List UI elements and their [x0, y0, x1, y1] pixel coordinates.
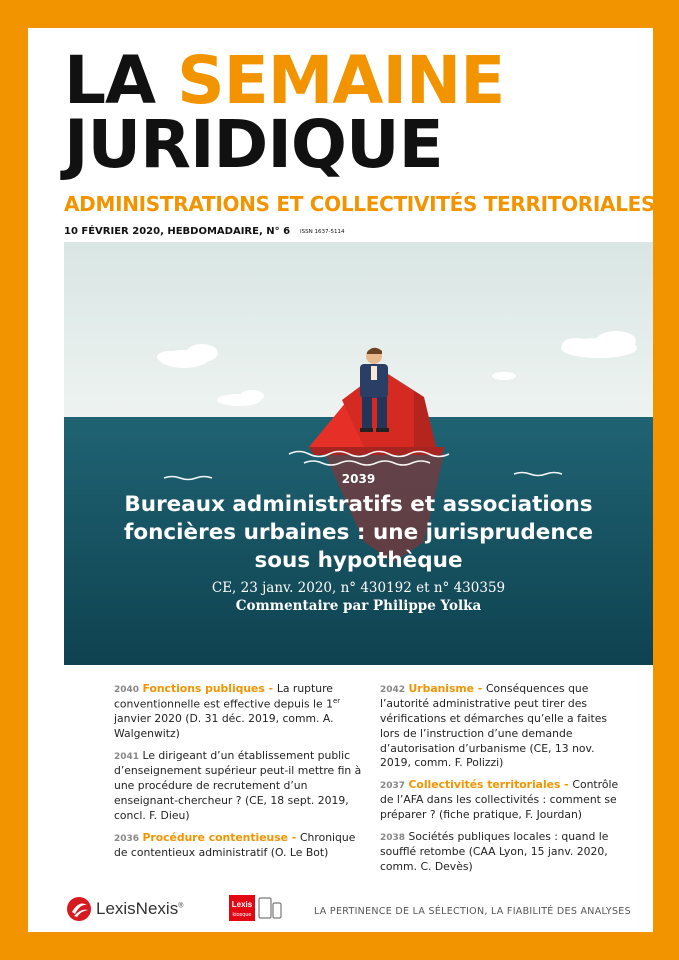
- summary-item[interactable]: [114, 682, 372, 742]
- feature-byline: Commentaire par Philippe Yolka: [235, 598, 482, 615]
- feature-article: [64, 472, 653, 615]
- masthead: [64, 42, 505, 183]
- feature-title[interactable]: [64, 491, 653, 575]
- masthead-juridique: JURIDIQUE: [64, 106, 443, 183]
- item-separator: -: [288, 830, 300, 844]
- feature-number: 2039: [341, 472, 376, 486]
- summary-item[interactable]: [114, 749, 372, 823]
- summary-item[interactable]: [114, 831, 372, 861]
- item-number: 2041: [114, 752, 140, 763]
- item-sup: er: [333, 696, 341, 705]
- item-text: Contrôle de l’AFA dans les collectivités : comment se préparer ? (fiche pratique, F. Jourdan): [380, 778, 619, 822]
- item-separator: -: [474, 682, 486, 695]
- tagline: LA PERTINENCE DE LA SÉLECTION, LA FIABILITÉ DES ANALYSES: [314, 906, 631, 917]
- item-rubric: Procédure contentieuse: [142, 830, 288, 844]
- feature-title-line: Bureaux administratifs et associations: [124, 492, 593, 517]
- summary-left-column: [114, 682, 372, 867]
- item-rubric: Fonctions publiques: [142, 682, 265, 695]
- lexisnexis-emblem-icon: [66, 896, 92, 922]
- masthead-la: LA: [64, 42, 156, 119]
- publisher-name: LexisNexis®: [96, 899, 184, 918]
- feature-illustration[interactable]: [64, 242, 653, 665]
- kiosque-device-icon: [229, 895, 283, 921]
- lexis-kiosque-badge[interactable]: [229, 895, 283, 925]
- item-rubric: Urbanisme: [408, 682, 474, 695]
- item-text: La rupture conventionnelle est effective depuis le 1: [114, 682, 333, 711]
- feature-reference: CE, 23 janv. 2020, n° 430192 et n° 430359: [211, 579, 506, 596]
- item-number: 2038: [380, 833, 406, 844]
- item-text: Sociétés publiques locales : quand le soufflé retombe (CAA Lyon, 15 janv. 2020, comm. C. Devès): [380, 830, 609, 873]
- item-number: 2042: [380, 685, 406, 695]
- item-separator: -: [560, 778, 573, 792]
- lexisnexis-logo[interactable]: [66, 896, 183, 922]
- svg-text:Lexis: Lexis: [231, 900, 253, 909]
- publication-subtitle: ADMINISTRATIONS ET COLLECTIVITÉS TERRITORIALES: [64, 192, 656, 216]
- item-number: 2040: [114, 685, 140, 695]
- issue-date: 10 FÉVRIER 2020, HEBDOMADAIRE, N° 6: [64, 226, 291, 237]
- item-text: janvier 2020 (D. 31 déc. 2019, comm. A. Walgenwitz): [114, 712, 334, 741]
- feature-title-line: sous hypothèque: [254, 547, 463, 573]
- summary-item[interactable]: [380, 778, 628, 823]
- summary-item[interactable]: [380, 682, 628, 771]
- item-number: 2037: [380, 781, 406, 792]
- summary-right-column: [380, 682, 628, 882]
- feature-title-line: foncières urbaines : une jurisprudence: [123, 519, 594, 545]
- svg-text:kiosque: kiosque: [232, 912, 252, 918]
- summary-item[interactable]: [380, 830, 628, 875]
- masthead-semaine: SEMAINE: [177, 42, 505, 119]
- dateline: [64, 226, 345, 237]
- item-separator: -: [264, 682, 277, 695]
- item-number: 2036: [114, 833, 140, 844]
- item-text: Le dirigeant d’un établissement public d’enseignement supérieur peut-il mettre fin à une procédure de recrutement d’un enseignant-chercheur ? (CE, 18 sept. 2019, concl. F. Dieu): [114, 749, 362, 822]
- issn: ISSN 1637-5114: [300, 229, 345, 235]
- cover-page: [28, 28, 656, 932]
- item-rubric: Collectivités territoriales: [408, 778, 561, 792]
- item-text: Conséquences que l’autorité administrative peut tirer des vérifications et démarches qu’elle a faites lors de l’instruction d’une demande d’autorisation d’urbanisme (CE, 13 nov. 2019, comm. F. Polizzi): [380, 682, 607, 770]
- item-text: Chronique de contentieux administratif (O. Le Bot): [114, 830, 356, 859]
